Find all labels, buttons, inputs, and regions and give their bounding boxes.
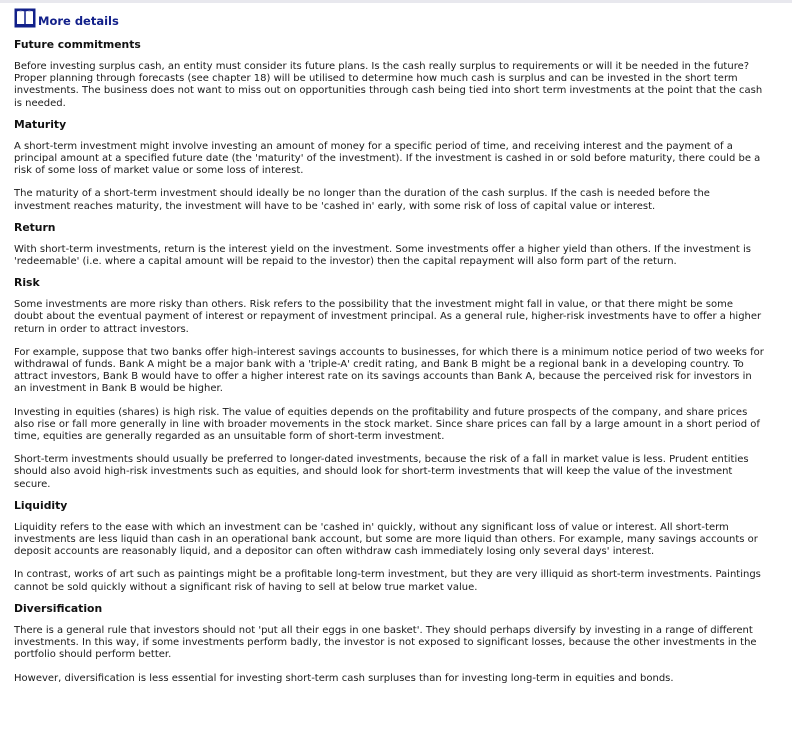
section-paragraph: There is a general rule that investors should not 'put all their eggs in one basket'. They should perhaps diversify by investing in a range of different investments. In this way, if some investments perform badly, the investor is not exposed to significant losses, because the other investments in the portfolio should perform better.	[14, 624, 757, 661]
section-future-commitments	[14, 38, 764, 110]
section-paragraph: A short-term investment might involve investing an amount of money for a specific period of time, and receiving interest and the payment of a principal amount at a specified future date (the 'maturity' of the investment). If the investment is cashed in or sold before maturity, there could be a risk of some loss of market value or some loss of interest.	[14, 140, 761, 177]
top-border	[0, 0, 792, 3]
page-title: More details	[38, 14, 119, 28]
book-icon	[14, 8, 36, 28]
section-paragraph: Investing in equities (shares) is high risk. The value of equities depends on the profitability and future prospects of the company, and share prices also rise or fall more generally in line with broader movements in the stock market. Since share prices can fall by a large amount in a short period of time, equities are generally regarded as an unsuitable form of short-term investment.	[14, 406, 760, 443]
section-paragraph: Before investing surplus cash, an entity must consider its future plans. Is the cash really surplus to requirements or will it be needed in the future? Proper planning through forecasts (see chapter 18) will be utilised to determine how much cash is surplus and can be invested in the short term investments. The business does not want to miss out on opportunities through cash being tied into short term investments at the point that the cash is needed.	[14, 61, 763, 109]
section-return	[14, 221, 764, 268]
section-risk	[14, 276, 764, 491]
section-paragraph: The maturity of a short-term investment should ideally be no longer than the duration of the cash surplus. If the cash is needed before the investment reaches maturity, the investment will have to be 'cashed in' early, with some risk of loss of capital value or interest.	[14, 188, 710, 212]
section-paragraph: However, diversification is less essential for investing short-term cash surpluses than for investing long-term in equities and bonds.	[14, 672, 674, 684]
more-details-header	[14, 6, 764, 28]
section-heading: Liquidity	[14, 498, 68, 512]
section-paragraph: Short-term investments should usually be preferred to longer-dated investments, because the risk of a fall in market value is less. Prudent entities should also avoid high-risk investments such as equities, and should look for short-term investments that will keep the value of the investment secure.	[14, 454, 749, 490]
section-heading: Diversification	[14, 601, 103, 615]
section-heading: Return	[14, 220, 56, 234]
section-liquidity	[14, 499, 764, 594]
section-paragraph: With short-term investments, return is the interest yield on the investment. Some investments offer a higher yield than others. If the investment is 'redeemable' (i.e. where a capital amount will be repaid to the investor) then the capital repayment will also form part of the return.	[14, 243, 751, 268]
document-body	[14, 6, 764, 693]
section-paragraph: Some investments are more risky than others. Risk refers to the possibility that the investment might fall in value, or that there might be some doubt about the eventual payment of interest or repayment of investment principal. As a general rule, higher-risk investments have to offer a higher return in order to attract investors.	[14, 299, 762, 335]
section-maturity	[14, 118, 764, 213]
section-heading: Maturity	[14, 117, 67, 131]
section-paragraph: Liquidity refers to the ease with which an investment can be 'cashed in' quickly, without any significant loss of value or interest. All short-term investments are less liquid than cash in an operational bank account, but some are more liquid than others. For example, many savings accounts or deposit accounts are reasonably liquid, and a depositor can often withdraw cash immediately losing only several days' interest.	[14, 521, 758, 558]
section-heading: Future commitments	[14, 38, 141, 51]
section-heading: Risk	[14, 276, 40, 290]
sections-container	[14, 38, 764, 685]
section-paragraph: In contrast, works of art such as paintings might be a profitable long-term investment, but they are very illiquid as short-term investments. Paintings cannot be sold quickly without a significant risk of having to sell at below true market value.	[14, 569, 761, 593]
section-diversification	[14, 602, 764, 685]
section-paragraph: For example, suppose that two banks offer high-interest savings accounts to businesses, for which there is a minimum notice period of two weeks for withdrawal of funds. Bank A might be a major bank with a 'triple-A' credit rating, and Bank B might be a regional bank in a developing country. To attract investors, Bank B would have to offer a higher interest rate on its savings accounts than Bank A, because the perceived risk for investors in an investment in Bank B would be higher.	[14, 346, 764, 395]
